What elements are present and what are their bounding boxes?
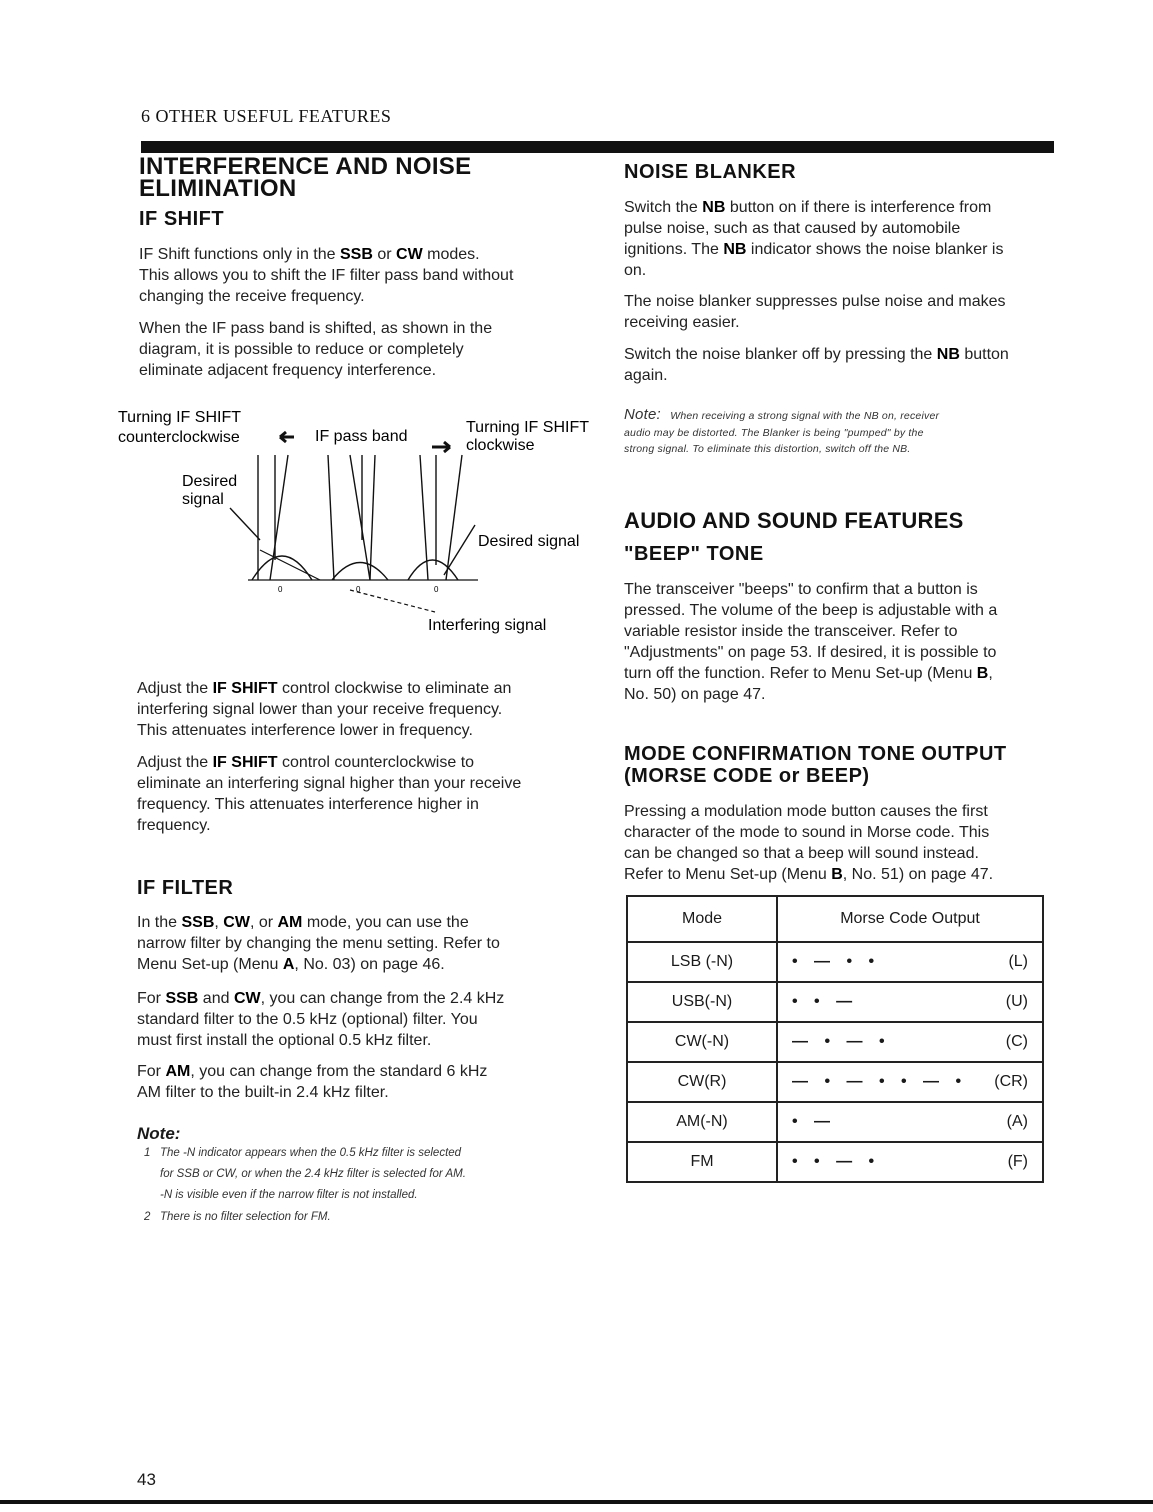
mode-cell: CW(-N) bbox=[627, 1022, 777, 1062]
label-ccw-line2: counterclockwise bbox=[118, 429, 240, 446]
tick-label-left: 0 bbox=[278, 585, 283, 594]
noise-blanker-heading: NOISE BLANKER bbox=[624, 161, 797, 183]
label-passband: IF pass band bbox=[315, 428, 408, 445]
mode-confirmation-heading-2: (MORSE CODE or BEEP) bbox=[624, 765, 870, 787]
morse-letter: (U) bbox=[1005, 993, 1028, 1010]
tick-label-right: 0 bbox=[434, 585, 439, 594]
mode-confirmation-paragraph: Pressing a modulation mode button causes the first character of the mode to sound in Morse code. This can be changed so that a beep will sound instead. Refer to Menu Set-up (Menu B, No. 51) on page 47. bbox=[624, 803, 994, 883]
if-shift-diagram bbox=[110, 400, 610, 640]
beep-tone-heading: "BEEP" TONE bbox=[624, 543, 764, 565]
if-shift-heading: IF SHIFT bbox=[139, 208, 225, 230]
morse-letter: (A) bbox=[1006, 1113, 1028, 1130]
arrow-right-icon bbox=[432, 442, 450, 452]
arrow-left-icon bbox=[280, 432, 294, 442]
table-row bbox=[627, 1022, 1043, 1062]
main-title-line1: INTERFERENCE AND NOISE bbox=[139, 153, 472, 180]
if-filter-note-label: Note: bbox=[137, 1124, 181, 1143]
if-filter-paragraph-1: In the SSB, CW, or AM mode, you can use the narrow filter by changing the menu setting. Refer to Menu Set-up (Menu A, No. 03) on page 46. bbox=[137, 914, 500, 973]
morse-code: • — • • bbox=[792, 953, 881, 970]
label-desired-right: Desired signal bbox=[478, 533, 580, 550]
section-header: 6 OTHER USEFUL FEATURES bbox=[141, 106, 392, 126]
beep-tone-paragraph: The transceiver "beeps" to confirm that a button is pressed. The volume of the beep is adjustable with a variable resistor inside the transceiver. Refer to "Adjustments" on page 53. If desired, it is possible to turn off the function. Refer to Menu Set-up (Menu B, No. 50) on page 47. bbox=[624, 581, 998, 703]
mode-cell: CW(R) bbox=[627, 1062, 777, 1102]
table-row bbox=[627, 982, 1043, 1022]
morse-code: • — bbox=[792, 1113, 837, 1130]
morse-letter: (C) bbox=[1005, 1033, 1028, 1050]
label-interfering: Interfering signal bbox=[428, 617, 547, 634]
morse-letter: (CR) bbox=[994, 1073, 1028, 1090]
label-desired-left-1: Desired bbox=[182, 473, 238, 490]
morse-code: • • — • bbox=[792, 1153, 881, 1170]
noise-blanker-note-label: Note: bbox=[624, 406, 661, 423]
page-number: 43 bbox=[137, 1470, 156, 1489]
mode-cell: LSB (-N) bbox=[627, 942, 777, 982]
header-rule bbox=[141, 141, 1054, 153]
if-filter-heading: IF FILTER bbox=[137, 877, 234, 899]
if-filter-paragraph-3: For AM, you can change from the standard 6 kHz AM filter to the built-in 2.4 kHz filter. bbox=[137, 1063, 488, 1101]
adjust-paragraph-1: Adjust the IF SHIFT control clockwise to eliminate an interfering signal lower than your receive frequency. This attenuates interference lower in frequency. bbox=[137, 680, 512, 739]
label-desired-left-2: signal bbox=[182, 491, 224, 508]
main-title-line2: ELIMINATION bbox=[139, 175, 297, 202]
passband-center bbox=[328, 455, 388, 580]
noise-blanker-paragraph-1: Switch the NB button on if there is interference from pulse noise, such as that caused by automobile ignitions. The NB indicator shows the noise blanker is on. bbox=[624, 199, 1004, 279]
header-morse-output: Morse Code Output bbox=[777, 896, 1043, 942]
morse-code: — • — • • — • bbox=[792, 1073, 968, 1090]
if-shift-paragraph-2: When the IF pass band is shifted, as shown in the diagram, it is possible to reduce or completely eliminate adjacent frequency interference. bbox=[139, 320, 493, 379]
header-mode: Mode bbox=[627, 896, 777, 942]
label-ccw-line1: Turning IF SHIFT bbox=[118, 409, 241, 426]
noise-blanker-note: Note: When receiving a strong signal with the NB on, receiver audio may be distorted. The Blanker is being "pumped" by the strong signal. To eliminate this distortion, switch off the NB. bbox=[624, 406, 940, 455]
mode-confirmation-heading-1: MODE CONFIRMATION TONE OUTPUT bbox=[624, 743, 1007, 765]
mode-cell: AM(-N) bbox=[627, 1102, 777, 1142]
if-filter-paragraph-2: For SSB and CW, you can change from the 2.4 kHz standard filter to the 0.5 kHz (optional) filter. You must first install the optional 0.5 kHz filter. bbox=[137, 990, 505, 1049]
table-row bbox=[627, 1102, 1043, 1142]
morse-code-table bbox=[626, 895, 1044, 1183]
baseline bbox=[248, 550, 478, 612]
morse-letter: (F) bbox=[1007, 1153, 1028, 1170]
morse-letter: (L) bbox=[1008, 953, 1028, 970]
label-cw-line2: clockwise bbox=[466, 437, 535, 454]
passband-left bbox=[230, 455, 312, 580]
noise-blanker-paragraph-2: The noise blanker suppresses pulse noise and makes receiving easier. bbox=[624, 293, 1006, 331]
table-row bbox=[627, 942, 1043, 982]
label-cw-line1: Turning IF SHIFT bbox=[466, 419, 589, 436]
footer-rule bbox=[0, 1500, 1153, 1504]
if-filter-note-1-number: 1 bbox=[144, 1147, 151, 1159]
morse-code: — • — • bbox=[792, 1033, 891, 1050]
audio-heading: AUDIO AND SOUND FEATURES bbox=[624, 508, 964, 533]
tick-label-center: 0 bbox=[356, 585, 361, 594]
if-filter-note-2-number: 2 bbox=[144, 1211, 151, 1223]
table-row bbox=[627, 1142, 1043, 1182]
mode-cell: FM bbox=[627, 1142, 777, 1182]
noise-blanker-paragraph-3: Switch the noise blanker off by pressing the NB button again. bbox=[624, 346, 1009, 384]
morse-code: • • — bbox=[792, 993, 859, 1010]
if-filter-note-2: There is no filter selection for FM. bbox=[160, 1211, 331, 1223]
adjust-paragraph-2: Adjust the IF SHIFT control counterclockwise to eliminate an interfering signal higher than your receive frequency. This attenuates interference higher in frequency. bbox=[137, 754, 522, 834]
table-header-row bbox=[627, 896, 1043, 942]
mode-cell: USB(-N) bbox=[627, 982, 777, 1022]
if-filter-note-1: The -N indicator appears when the 0.5 kHz filter is selected for SSB or CW, or when the 2.4 kHz filter is selected for AM. -N is visible even if the narrow filter is not installed. bbox=[160, 1147, 466, 1201]
table-row bbox=[627, 1062, 1043, 1102]
passband-right bbox=[408, 455, 475, 580]
if-shift-paragraph-1: IF Shift functions only in the SSB or CW modes. This allows you to shift the IF filter pass band without changing the receive frequency. bbox=[139, 246, 514, 305]
